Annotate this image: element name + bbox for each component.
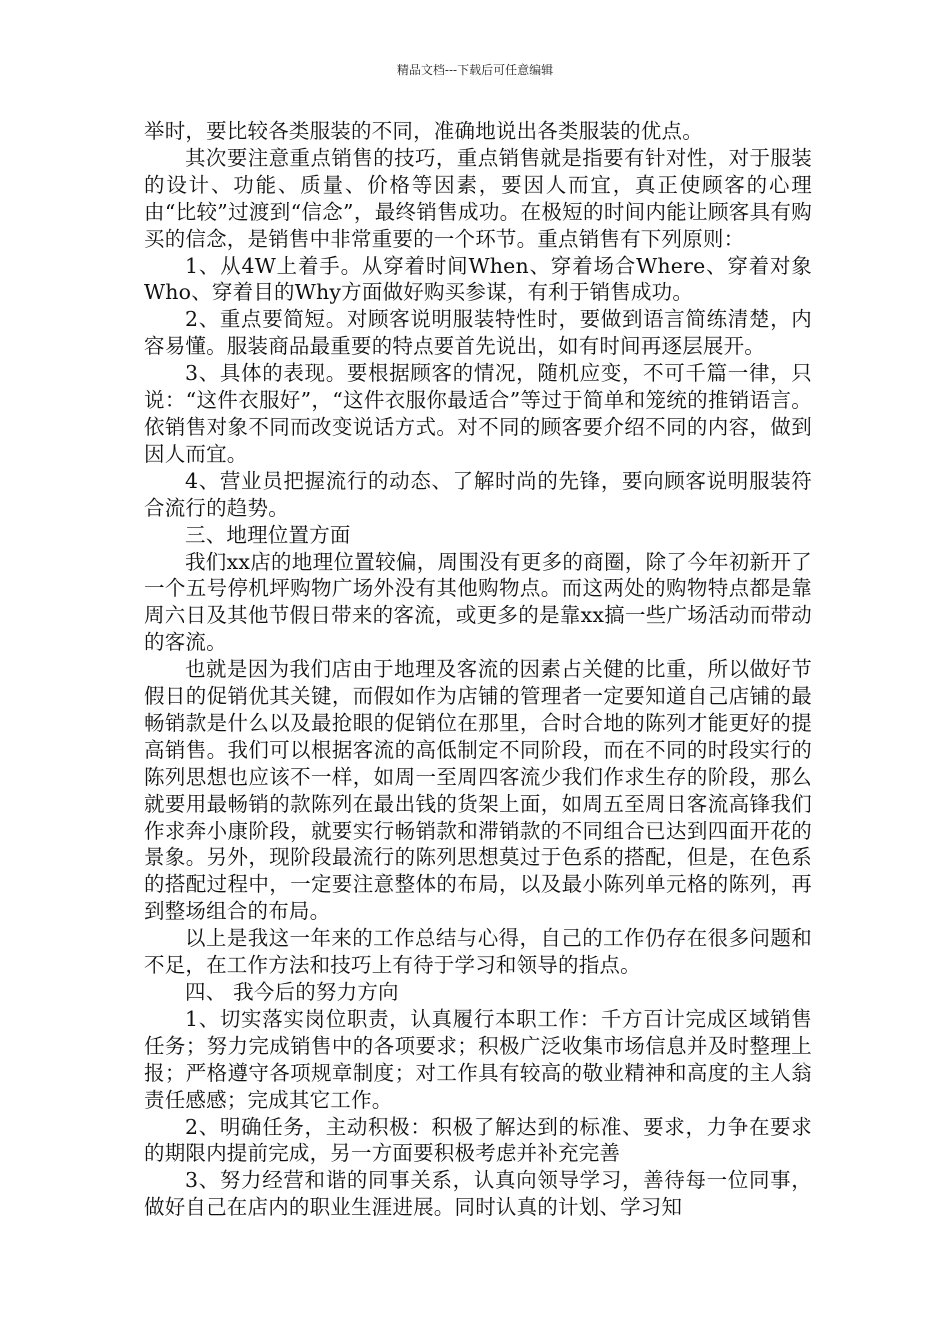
paragraph-principle-3: 3、具体的表现。要根据顾客的情况，随机应变，不可千篇一律，只说：“这件衣服好”，“这件衣服你最适合”等过于简单和笼统的推销语言。依销售对象不同而改变说话方式。对不同的顾客要介绍不同的内容，做到因人而宜。	[144, 361, 812, 466]
paragraph-sales-technique: 其次要注意重点销售的技巧，重点销售就是指要有针对性，对于服装的设计、功能、质量、价格等因素，要因人而宜，真正使顾客的心理由“比较”过渡到“信念”，最终销售成功。在极短的时间内能让顾客具有购买的信念，是销售中非常重要的一个环节。重点销售有下列原则：	[144, 145, 812, 251]
paragraph-principle-4: 4、营业员把握流行的动态、了解时尚的先锋，要向顾客说明服装符合流行的趋势。	[144, 468, 812, 520]
paragraph-future-3: 3、努力经营和谐的同事关系，认真向领导学习，善待每一位同事，做好自己在店内的职业生涯进展。同时认真的计划、学习知	[144, 1168, 812, 1220]
section-heading-future: 四、 我今后的努力方向	[185, 980, 399, 1004]
paragraph-display-strategy: 也就是因为我们店由于地理及客流的因素占关健的比重，所以做好节假日的促销优其关键，而假如作为店铺的管理者一定要知道自己店铺的最畅销款是什么以及最抢眼的促销位在那里，合时合地的陈列才能更好的提高销售。我们可以根据客流的高低制定不同阶段，而在不同的时段实行的陈列思想也应该不一样，如周一至周四客流少我们作求生存的阶段，那么就要用最畅销的款陈列在最出钱的货架上面，如周五至周日客流高锋我们作求奔小康阶段，就要实行畅销款和滞销款的不同组合已达到四面开花的景象。另外，现阶段最流行的陈列思想莫过于色系的搭配，但是，在色系的搭配过程中，一定要注意整体的布局，以及最小陈列单元格的陈列，再到整场组合的布局。	[144, 657, 812, 924]
page-header: 精品文档---下载后可任意编辑	[396, 63, 554, 77]
section-heading-location: 三、地理位置方面	[185, 522, 351, 547]
paragraph-principle-1: 1、从4W上着手。从穿着时间When、穿着场合Where、穿着对象Who、穿着目的Why方面做好购买参谋，有利于销售成功。	[144, 253, 812, 305]
paragraph-principle-2: 2、重点要简短。对顾客说明服装特性时，要做到语言简练清楚，内容易懂。服装商品最重要的特点要首先说出，如有时间再逐层展开。	[144, 307, 812, 359]
document-body	[144, 118, 812, 1221]
paragraph-future-1: 1、切实落实岗位职责，认真履行本职工作：千方百计完成区域销售任务；努力完成销售中的各项要求；积极广泛收集市场信息并及时整理上报；严格遵守各项规章制度；对工作具有较高的敬业精神和高度的主人翁责任感感；完成其它工作。	[144, 1006, 812, 1112]
paragraph-future-2: 2、明确任务，主动积极：积极了解达到的标准、要求，力争在要求的期限内提前完成，另一方面要积极考虑并补充完善	[144, 1114, 812, 1166]
paragraph-location: 我们xx店的地理位置较偏，周围没有更多的商圈，除了今年初新开了一个五号停机坪购物广场外没有其他购物点。而这两处的购物特点都是靠周六日及其他节假日带来的客流，或更多的是靠xx搞一些广场活动而带动的客流。	[144, 549, 812, 655]
paragraph-summary: 以上是我这一年来的工作总结与心得，自己的工作仍存在很多问题和不足，在工作方法和技巧上有待于学习和领导的指点。	[144, 926, 812, 978]
paragraph-continuation: 举时，要比较各类服装的不同，准确地说出各类服装的优点。	[144, 119, 703, 143]
